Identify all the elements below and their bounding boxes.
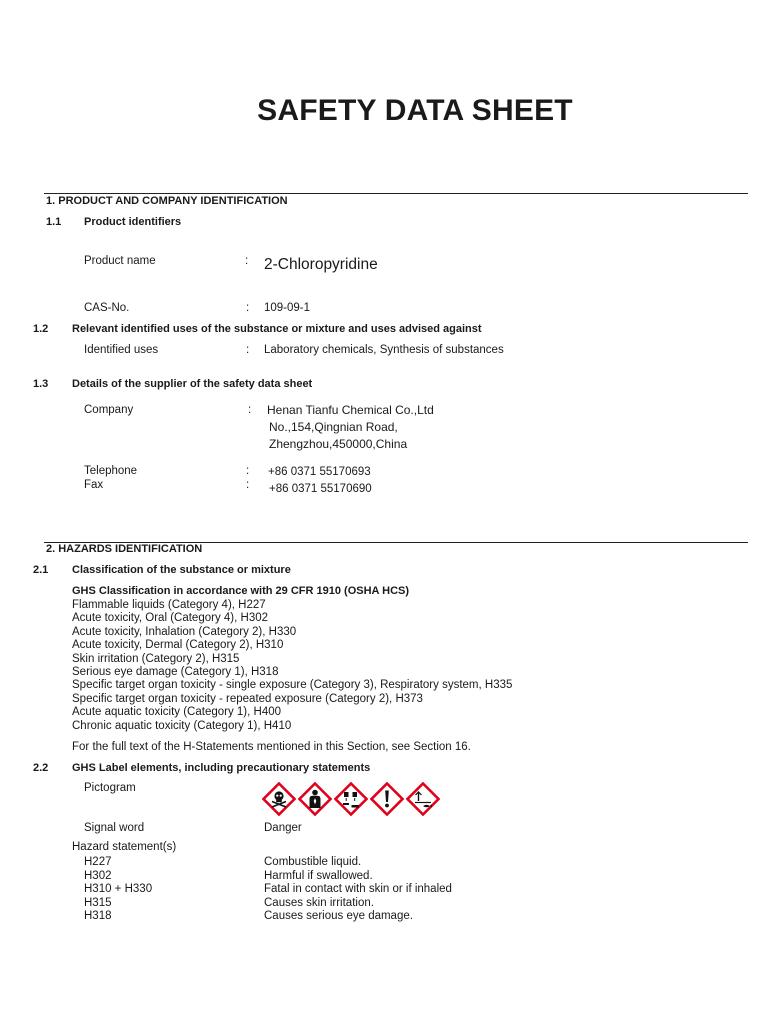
- list-item: Acute toxicity, Inhalation (Category 2), H330: [72, 625, 297, 638]
- company-line: No.,154,Qingnian Road,: [269, 420, 398, 434]
- telephone-value: +86 0371 55170693: [268, 466, 371, 478]
- hazard-text: Causes skin irritation.: [264, 896, 374, 909]
- company-line: Henan Tianfu Chemical Co.,Ltd: [267, 403, 434, 417]
- section-divider: [44, 193, 748, 194]
- hazard-text: Combustible liquid.: [264, 856, 362, 868]
- full-text-note: For the full text of the H-Statements mentioned in this Section, see Section 16.: [72, 741, 471, 753]
- colon: :: [246, 344, 250, 356]
- pictogram-row: [262, 782, 440, 816]
- company-line: Zhengzhou,450000,China: [269, 437, 408, 451]
- hazard-text: Fatal in contact with skin or if inhaled: [264, 883, 452, 895]
- ghs-classification-heading: GHS Classification in accordance with 29 CFR 1910 (OSHA HCS): [72, 585, 410, 597]
- list-item: Specific target organ toxicity - single exposure (Category 3), Respiratory system, H335: [72, 679, 513, 692]
- hazard-statements-label: Hazard statement(s): [72, 841, 177, 853]
- exclamation-icon: [370, 782, 404, 816]
- signal-word-value: Danger: [264, 822, 302, 834]
- colon: :: [248, 404, 252, 416]
- list-item: Acute toxicity, Dermal (Category 2), H310: [72, 639, 284, 652]
- subsection-number: 1.3: [33, 378, 49, 390]
- corrosion-icon: [334, 782, 368, 816]
- hazard-text: Harmful if swallowed.: [264, 869, 373, 882]
- hazard-code: H227: [84, 856, 112, 868]
- cas-label: CAS-No.: [84, 302, 130, 314]
- product-name-value: 2-Chloropyridine: [264, 256, 378, 273]
- subsection-title: Details of the supplier of the safety data sheet: [72, 378, 313, 390]
- subsection-number: 1.1: [46, 216, 62, 228]
- subsection-number: 1.2: [33, 323, 49, 335]
- hazard-code: H318: [84, 910, 112, 922]
- pictogram-label: Pictogram: [84, 782, 136, 794]
- subsection-title: GHS Label elements, including precautionary statements: [72, 762, 371, 774]
- hazard-code: H315: [84, 896, 112, 909]
- cas-value: 109-09-1: [264, 302, 311, 314]
- section1-heading: 1. PRODUCT AND COMPANY IDENTIFICATION: [46, 195, 288, 207]
- list-item: Specific target organ toxicity - repeated exposure (Category 2), H373: [72, 692, 423, 705]
- environment-icon: [406, 782, 440, 816]
- signal-word-label: Signal word: [84, 822, 145, 834]
- list-item: Skin irritation (Category 2), H315: [72, 652, 240, 665]
- skull-crossbones-icon: [262, 782, 296, 816]
- fax-label: Fax: [84, 479, 104, 491]
- identified-uses-label: Identified uses: [84, 344, 159, 356]
- hazard-code: H302: [84, 869, 112, 882]
- subsection-number: 2.1: [33, 564, 49, 576]
- hazard-code: H310 + H330: [84, 883, 153, 895]
- hazard-text: Causes serious eye damage.: [264, 910, 413, 922]
- colon: :: [246, 465, 250, 477]
- list-item: Serious eye damage (Category 1), H318: [72, 666, 279, 679]
- page-title: SAFETY DATA SHEET: [257, 94, 573, 127]
- section2-heading: 2. HAZARDS IDENTIFICATION: [46, 543, 203, 555]
- health-hazard-icon: [298, 782, 332, 816]
- product-name-label: Product name: [84, 255, 156, 267]
- list-item: Acute aquatic toxicity (Category 1), H400: [72, 706, 282, 719]
- list-item: Chronic aquatic toxicity (Category 1), H410: [72, 719, 292, 732]
- identified-uses-value: Laboratory chemicals, Synthesis of substances: [264, 344, 504, 356]
- fax-value: +86 0371 55170690: [269, 483, 372, 495]
- company-label: Company: [84, 404, 134, 416]
- subsection-title: Classification of the substance or mixture: [72, 564, 291, 576]
- subsection-title: Product identifiers: [84, 216, 182, 228]
- list-item: Acute toxicity, Oral (Category 4), H302: [72, 612, 268, 625]
- colon: :: [245, 255, 249, 267]
- ghs-classification-list: [72, 599, 512, 733]
- telephone-label: Telephone: [84, 465, 138, 477]
- list-item: Flammable liquids (Category 4), H227: [72, 599, 266, 611]
- subsection-number: 2.2: [33, 762, 49, 774]
- colon: :: [246, 479, 250, 491]
- subsection-title: Relevant identified uses of the substance or mixture and uses advised against: [72, 323, 482, 335]
- colon: :: [246, 302, 250, 314]
